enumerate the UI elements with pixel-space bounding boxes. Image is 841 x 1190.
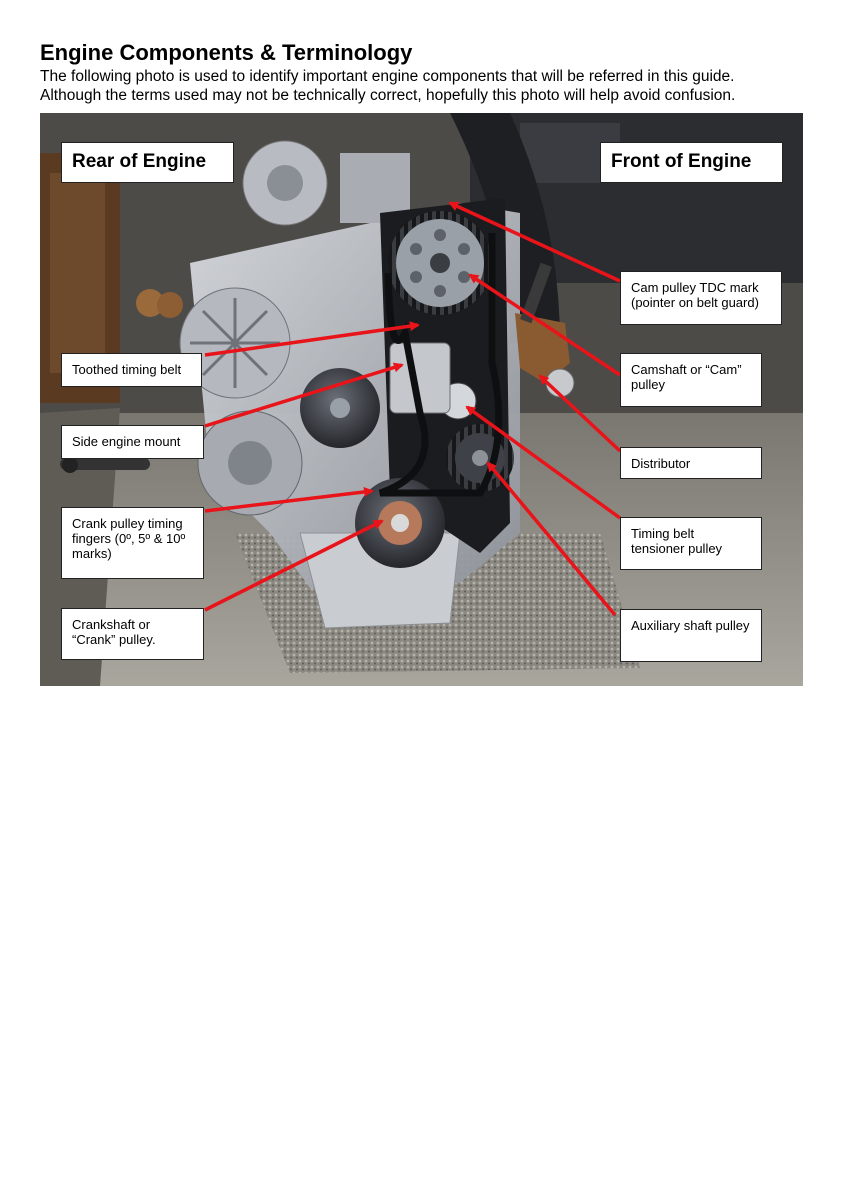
arrow-cam-tdc	[450, 203, 620, 281]
label-crank-fingers: Crank pulley timing fingers (0º, 5º & 10º marks)	[61, 507, 204, 579]
arrow-cam-pulley	[470, 275, 620, 375]
arrow-aux-pulley	[488, 463, 615, 615]
arrow-crank-fingers	[205, 491, 372, 511]
label-crank-pulley: Crankshaft or “Crank” pulley.	[61, 608, 204, 660]
arrow-tensioner	[467, 407, 620, 518]
arrow-distributor	[540, 376, 620, 451]
intro-line: Although the terms used may not be technically correct, hopefully this photo will help avoid confusion.	[40, 87, 736, 104]
engine-photo	[40, 113, 803, 686]
label-aux-pulley: Auxiliary shaft pulley	[620, 609, 762, 662]
intro-paragraph	[40, 67, 810, 105]
arrow-timing-belt	[205, 325, 418, 355]
label-cam-tdc: Cam pulley TDC mark (pointer on belt guard)	[620, 271, 782, 325]
label-cam-pulley: Camshaft or “Cam” pulley	[620, 353, 762, 407]
label-distributor: Distributor	[620, 447, 762, 479]
label-rear-of-engine: Rear of Engine	[61, 142, 234, 183]
label-tensioner: Timing belt tensioner pulley	[620, 517, 762, 570]
label-front-of-engine: Front of Engine	[600, 142, 783, 183]
page-title: Engine Components & Terminology	[40, 40, 413, 65]
arrow-side-mount	[205, 365, 402, 426]
arrow-crank-pulley	[205, 521, 382, 610]
intro-line: The following photo is used to identify important engine components that will be referred in this guide.	[40, 68, 735, 85]
label-side-mount: Side engine mount	[61, 425, 204, 459]
label-timing-belt: Toothed timing belt	[61, 353, 202, 387]
